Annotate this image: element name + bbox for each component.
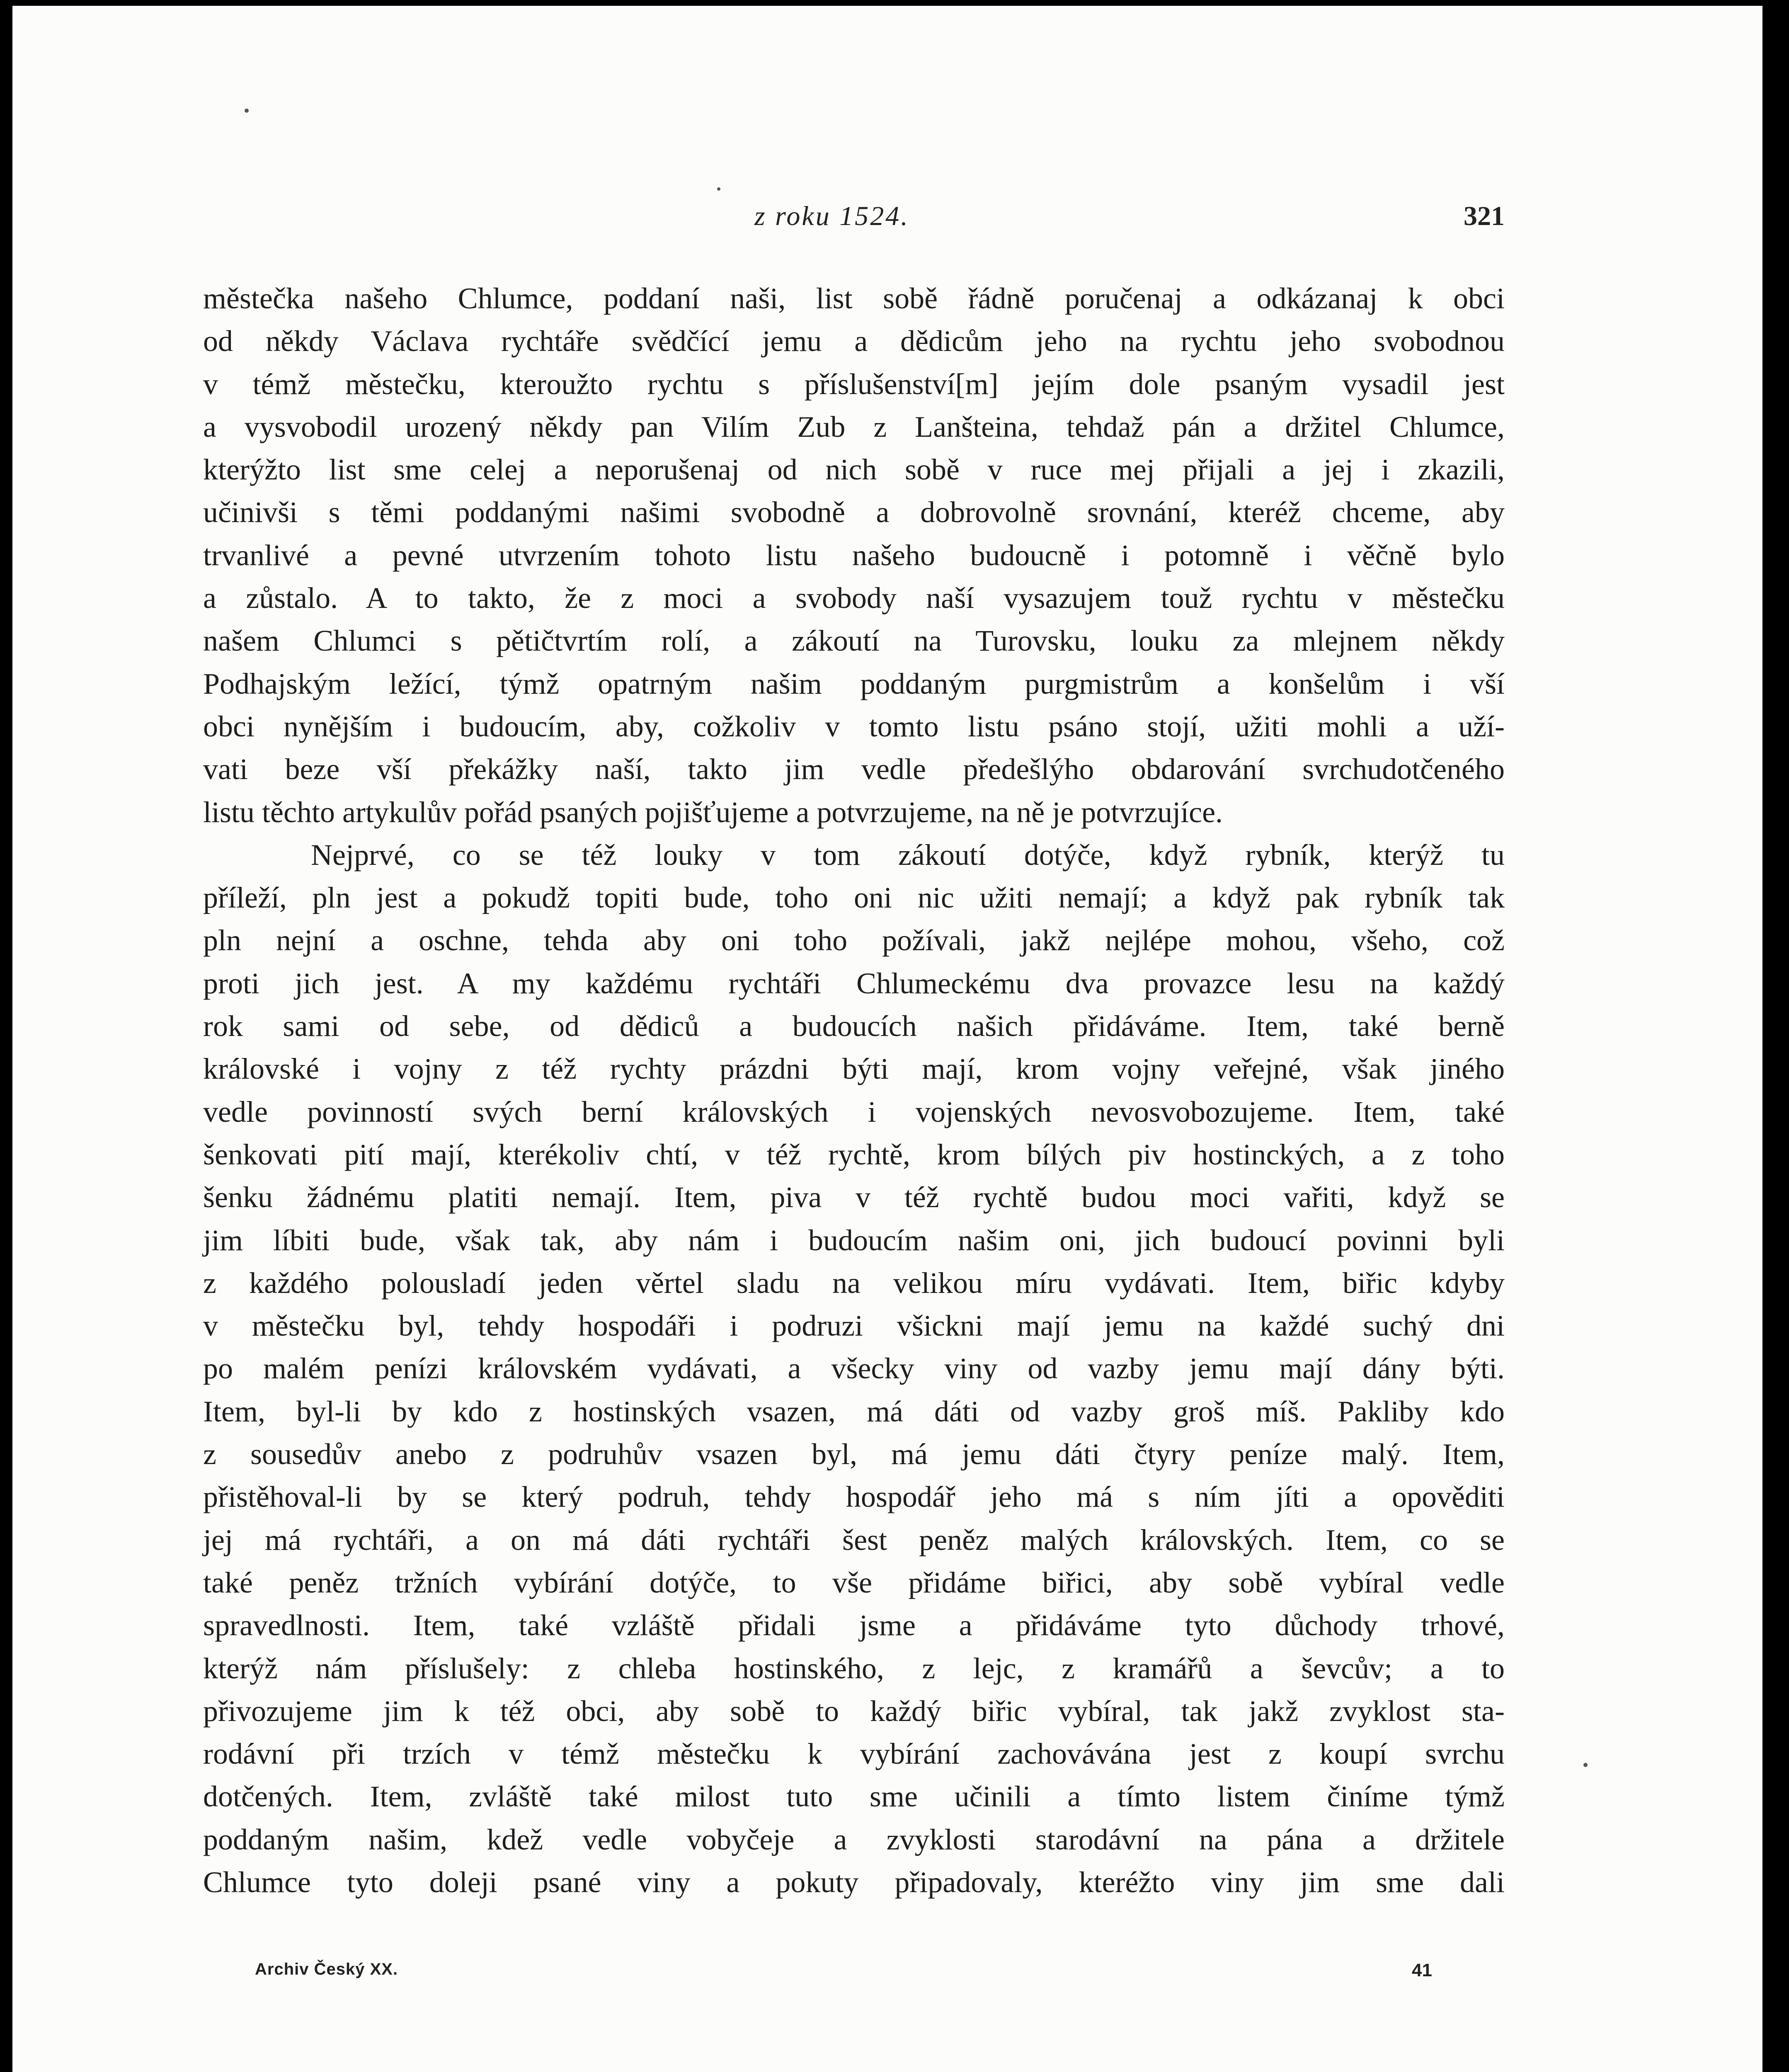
text-line: našem Chlumci s pětičtvrtím rolí, a zákoutí na Turovsku, louku za mlejnem někdy: [203, 624, 1505, 658]
text-line: šenku žádnému platiti nemají. Item, piva v též rychtě budou moci vařiti, když se: [203, 1181, 1505, 1214]
text-line: příleží, pln jest a pokudž topiti bude, toho oni nic užiti nemají; a když pak rybník tak: [203, 881, 1505, 915]
text-line: učinivši s těmi poddanými našimi svobodně a dobrovolně srovnání, kteréž chceme, aby: [203, 496, 1505, 529]
text-line: proti jich jest. A my každému rychtáři Chlumeckému dva provazce lesu na každý: [203, 966, 1505, 1000]
text-line: a zůstalo. A to takto, že z moci a svobody naší vysazujem touž rychtu v městečku: [203, 581, 1505, 615]
paragraph: [203, 834, 1505, 1904]
page-header: [754, 201, 1505, 238]
text-line: z sousedův anebo z podruhův vsazen byl, má jemu dáti čtyry peníze malý. Item,: [203, 1438, 1505, 1471]
text-line: jim líbiti bude, však tak, aby nám i budoucím našim oni, jich budoucí povinni byli: [203, 1223, 1505, 1257]
text-line: rodávní při trzích v témž městečku k vybírání zachovávána jest z koupí svrchu: [203, 1737, 1505, 1771]
text-line: přivozujeme jim k též obci, aby sobě to každý biřic vybíral, tak jakž zvyklost sta-: [203, 1694, 1505, 1728]
text-line: Chlumce tyto doleji psané viny a pokuty připadovaly, kteréžto viny jim sme dali: [203, 1865, 1505, 1899]
text-line: od někdy Václava rychtáře svědčící jemu a dědicům jeho na rychtu jeho svobodnou: [203, 324, 1505, 358]
text-line: šenkovati pití mají, kterékoliv chtí, v též rychtě, krom bílých piv hostinckých, a z toho: [203, 1138, 1505, 1171]
text-line: vedle povinností svých berní královských i vojenských nevosvobozujeme. Item, také: [203, 1095, 1505, 1128]
text-line: Podhajským ležící, týmž opatrným našim poddaným purgmistrům a konšelům i vší: [203, 667, 1505, 700]
scan-speck: [245, 109, 249, 113]
text-line: poddaným našim, kdež vedle vobyčeje a zvyklosti starodávní na pána a držitele: [203, 1823, 1505, 1856]
text-line: z každého polousladí jeden věrtel sladu na velikou míru vydávati. Item, biřic kdyby: [203, 1266, 1505, 1300]
text-line: listu těchto artykulův pořád psaných pojišťujeme a potvrzujeme, na ně je potvrzujíce.: [203, 795, 1223, 829]
text-line: rok sami od sebe, od dědiců a budoucích našich přidáváme. Item, také berně: [203, 1009, 1505, 1043]
text-line: kterýžto list sme celej a neporušenaj od nich sobě v ruce mej přijali a jej i zkazili,: [203, 453, 1505, 487]
scan-speck: [717, 187, 720, 191]
running-head: z roku 1524.: [754, 201, 909, 231]
text-line: Nejprvé, co se též louky v tom zákoutí dotýče, když rybník, kterýž tu: [311, 838, 1505, 871]
signature-number: 41: [1412, 1960, 1432, 1980]
text-line: po malém penízi královském vydávati, a všecky viny od vazby jemu mají dány býti.: [203, 1352, 1505, 1385]
text-line: trvanlivé a pevné utvrzením tohoto listu našeho budoucně i potomně i věčně bylo: [203, 538, 1505, 572]
text-line: pln nejní a oschne, tehda aby oni toho požívali, jakž nejlépe mohou, všeho, což: [203, 924, 1505, 957]
scan-speck: [1583, 1763, 1588, 1767]
text-line: přistěhoval-li by se který podruh, tehdy hospodář jeho má s ním jíti a opověditi: [203, 1480, 1505, 1514]
text-line: a vysvobodil urozený někdy pan Vilím Zub z Lanšteina, tehdaž pán a držitel Chlumce,: [203, 410, 1505, 443]
text-line: také peněz tržních vybírání dotýče, to vše přidáme biřici, aby sobě vybíral vedle: [203, 1566, 1505, 1599]
text-line: spravedlnosti. Item, také vzláště přidali jsme a přidáváme tyto důchody trhové,: [203, 1609, 1505, 1642]
paragraph: [203, 277, 1505, 834]
text-line: městečka našeho Chlumce, poddaní naši, list sobě řádně poručenaj a odkázanaj k obci: [203, 282, 1505, 315]
text-line: jej má rychtáři, a on má dáti rychtáři šest peněz malých královských. Item, co se: [203, 1523, 1505, 1556]
text-line: kterýž nám příslušely: z chleba hostinského, z lejc, z kramářů a ševcův; a to: [203, 1651, 1505, 1685]
body-text: [203, 277, 1505, 1904]
text-line: v témž městečku, kteroužto rychtu s příslušenství[m] jejím dole psaným vysadil jest: [203, 367, 1505, 401]
text-line: královské i vojny z též rychty prázdni býti mají, krom vojny veřejné, však jiného: [203, 1052, 1505, 1086]
text-line: v městečku byl, tehdy hospodáři i podruzi všickni mají jemu na každé suchý dni: [203, 1309, 1505, 1343]
text-line: vati beze vší překážky naší, takto jim vedle předešlýho obdarování svrchudotčeného: [203, 753, 1505, 786]
book-page: [12, 6, 1762, 2072]
text-line: dotčených. Item, zvláště také milost tuto sme učinili a tímto listem činíme týmž: [203, 1780, 1505, 1813]
page-footer: [255, 1960, 1432, 1989]
text-line: obci nynějším i budoucím, aby, cožkoliv v tomto listu psáno stojí, užiti mohli a uží-: [203, 709, 1505, 743]
signature-mark: Archiv Český XX.: [255, 1960, 398, 1978]
text-line: Item, byl-li by kdo z hostinských vsazen, má dáti od vazby groš míš. Pakliby kdo: [203, 1394, 1505, 1428]
page-number: 321: [1464, 201, 1505, 231]
